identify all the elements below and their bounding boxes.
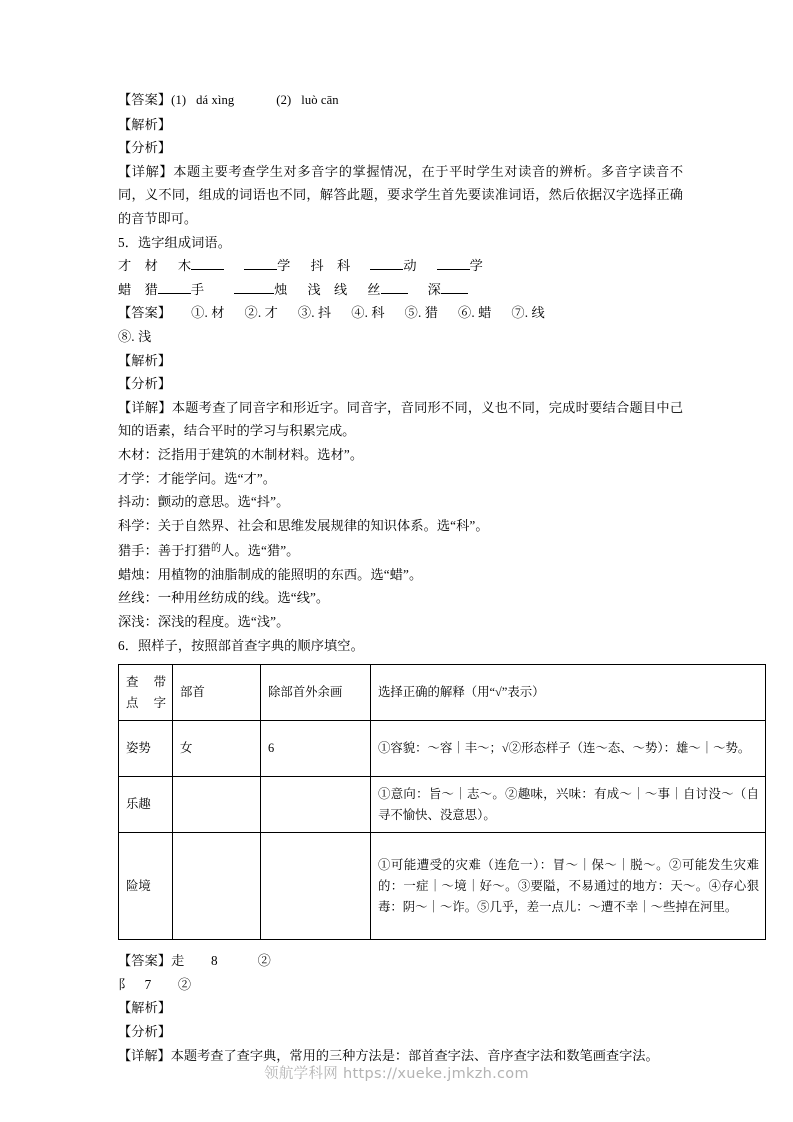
q5-answer-line xyxy=(118,301,683,325)
q5-blank-6[interactable] xyxy=(234,280,274,294)
q5-jiexi-label: 【解析】 xyxy=(118,352,172,368)
table-header-row xyxy=(119,665,766,721)
q5-row2-item1: 手 xyxy=(190,281,205,297)
table-row xyxy=(119,833,766,940)
header-cell-strokes: 除部首外余画 xyxy=(261,665,371,721)
q5-row1 xyxy=(118,254,683,278)
q5-title: 5．选字组成词语。 xyxy=(118,234,231,250)
q4-answer-line xyxy=(118,88,683,113)
header-cell-explain: 选择正确的解释（用“√”表示） xyxy=(371,665,766,721)
header-cell-char xyxy=(119,665,173,721)
q6-answer-line-1 xyxy=(118,949,683,973)
q6-jiexi-label: 【解析】 xyxy=(118,1000,172,1016)
q5-answer-3: ③. 抖 xyxy=(297,305,332,321)
q5-answer-line-2 xyxy=(118,325,683,349)
q6-xiangjie-label: 【详解】 xyxy=(118,1047,171,1063)
q4-xiangjie-text: 本题主要考查学生对多音字的掌握情况，在于平时学生对读音的辨析。多音字读音不同，义不同，组成的词语也不同，解答此题，要求学生首先要读准词语，然后依据汉字选择正确的音节即可。 xyxy=(118,163,684,226)
q5-blank-8[interactable] xyxy=(441,280,468,294)
q5-fenxi-label: 【分析】 xyxy=(118,376,172,392)
q5-blank-3[interactable] xyxy=(370,256,403,270)
q4-answer-1-num: (1) xyxy=(171,93,187,107)
q5-answer-label: 【答案】 xyxy=(118,305,172,321)
q5-row1-chars: 才 材 xyxy=(118,258,158,274)
q5-row1-item4: 学 xyxy=(469,258,483,274)
q5-answer-2: ②. 才 xyxy=(244,305,278,321)
q6-answer-label: 【答案】 xyxy=(118,953,172,969)
q4-xiangjie-label: 【详解】 xyxy=(118,163,174,179)
q5-hunter-prefix: 猎手：善于打猎 xyxy=(118,543,212,559)
q5-explanation-2: 才学：才能学问。选“才”。 xyxy=(118,470,277,486)
cell-char: 姿势 xyxy=(119,721,173,777)
q5-row1-item2: 学 xyxy=(277,258,291,274)
q5-row1-chars2: 抖 科 xyxy=(310,258,351,274)
q5-answer-7: ⑦. 线 xyxy=(511,305,545,321)
q5-row2-item4: 深 xyxy=(427,281,441,297)
q4-jiexi-label: 【解析】 xyxy=(118,116,172,132)
q5-answer-5: ⑤. 猎 xyxy=(404,305,439,321)
q5-row2 xyxy=(118,278,683,302)
q6-answer-values-1: 走 8 ② xyxy=(171,953,271,969)
table-row xyxy=(119,777,766,833)
cell-explain[interactable]: ①意向：旨～｜志～。②趣味，兴味：有成～｜～事｜自讨没～（自寻不愉快、没意思）。 xyxy=(371,777,766,833)
q5-answer-1: ①. 材 xyxy=(191,305,225,321)
cell-explain[interactable]: ①可能遭受的灾难（连危一）：冒～｜保～｜脱～。②可能发生灾难的：一症｜～境｜好～。③要隘，不易通过的地方：天～。④存心狠毒：阴～｜～诈。⑤几乎，差一点儿：～遭不幸｜～些掉在河里。 xyxy=(371,833,766,940)
q5-explanation-7: 深浅：深浅的程度。选“浅”。 xyxy=(118,614,290,630)
cell-strokes[interactable]: 6 xyxy=(261,721,371,777)
q5-hunter-suffix: 人。选“猎”。 xyxy=(221,543,300,559)
q5-explanation-4: 科学：关于自然界、社会和思维发展规律的知识体系。选“科”。 xyxy=(118,517,489,533)
q4-answer-label: 【答案】 xyxy=(118,92,172,107)
q5-explanation-hunter xyxy=(118,537,683,563)
cell-strokes[interactable] xyxy=(261,833,371,940)
cell-strokes[interactable] xyxy=(261,777,371,833)
q6-answer-line-2: 阝 7 ② xyxy=(118,976,192,992)
q5-blank-5[interactable] xyxy=(158,280,191,294)
q6-xiangjie-text: 本题考查了查字典，常用的三种方法是：部首查字法、音序查字法和数笔画查字法。 xyxy=(170,1047,659,1063)
q5-answer-8: ⑧. 浅 xyxy=(118,328,152,344)
cell-char: 险境 xyxy=(119,833,173,940)
q5-xiangjie-text: 本题考查了同音字和形近字。同音字，音同形不同，义也不同，完成时要结合题目中己知的语素，结合平时的学习与积累完成。 xyxy=(118,399,684,439)
q6-title: 6．照样子，按照部首查字典的顺序填空。 xyxy=(118,637,364,653)
q5-answer-4: ④. 科 xyxy=(351,305,385,321)
header-char-line1: 查 带 xyxy=(126,674,166,689)
q4-answer-1-pinyin: dá xìng xyxy=(196,93,235,107)
cell-radical[interactable]: 女 xyxy=(173,721,261,777)
q5-xiangjie-paragraph xyxy=(118,396,683,443)
q5-row2-item2: 烛 xyxy=(274,281,288,297)
q5-blank-7[interactable] xyxy=(381,280,408,294)
q5-explanation-6: 丝线：一种用丝纺成的线。选“线”。 xyxy=(118,590,330,606)
footer-watermark: 领航学科网 https://xueke.jmkzh.com xyxy=(264,1066,529,1082)
document-body xyxy=(118,88,759,1067)
q5-blank-1[interactable] xyxy=(191,256,224,270)
header-cell-radical: 部首 xyxy=(173,665,261,721)
q4-answer-2-pinyin: luò cān xyxy=(301,93,339,107)
q5-blank-4[interactable] xyxy=(437,256,470,270)
q5-row1-item1: 木 xyxy=(177,258,192,274)
q5-row2-item3: 丝 xyxy=(367,281,381,297)
q5-xiangjie-label: 【详解】 xyxy=(118,399,172,415)
q4-answer-2-num: (2) xyxy=(276,93,292,107)
q5-row2-chars2: 浅 线 xyxy=(307,281,348,297)
q4-xiangjie-paragraph xyxy=(118,160,683,231)
q5-explanation-1: 木材：泛指用于建筑的木制材料。选材”。 xyxy=(118,446,364,462)
header-char-line2: 点字 xyxy=(126,695,166,710)
q5-explanation-5: 蜡烛：用植物的油脂制成的能照明的东西。选“蜡”。 xyxy=(118,566,423,582)
table-row xyxy=(119,721,766,777)
q6-fenxi-label: 【分析】 xyxy=(118,1024,172,1040)
cell-char: 乐趣 xyxy=(119,777,173,833)
q5-row2-chars: 蜡 猎 xyxy=(118,281,158,297)
q5-explanation-3: 抖动：颤动的意思。选“抖”。 xyxy=(118,494,290,510)
q5-answer-6: ⑥. 蜡 xyxy=(458,305,492,321)
q5-hunter-sup: 的 xyxy=(211,543,222,555)
q5-row1-item3: 动 xyxy=(403,258,417,274)
dictionary-lookup-table xyxy=(118,664,766,940)
cell-radical[interactable] xyxy=(173,777,261,833)
q4-fenxi-label: 【分析】 xyxy=(118,140,172,156)
cell-radical[interactable] xyxy=(173,833,261,940)
cell-explain[interactable]: ①容貌：～容｜丰～；√②形态样子（连～态、～势）：雄～｜～势。 xyxy=(371,721,766,777)
q5-blank-2[interactable] xyxy=(244,256,277,270)
